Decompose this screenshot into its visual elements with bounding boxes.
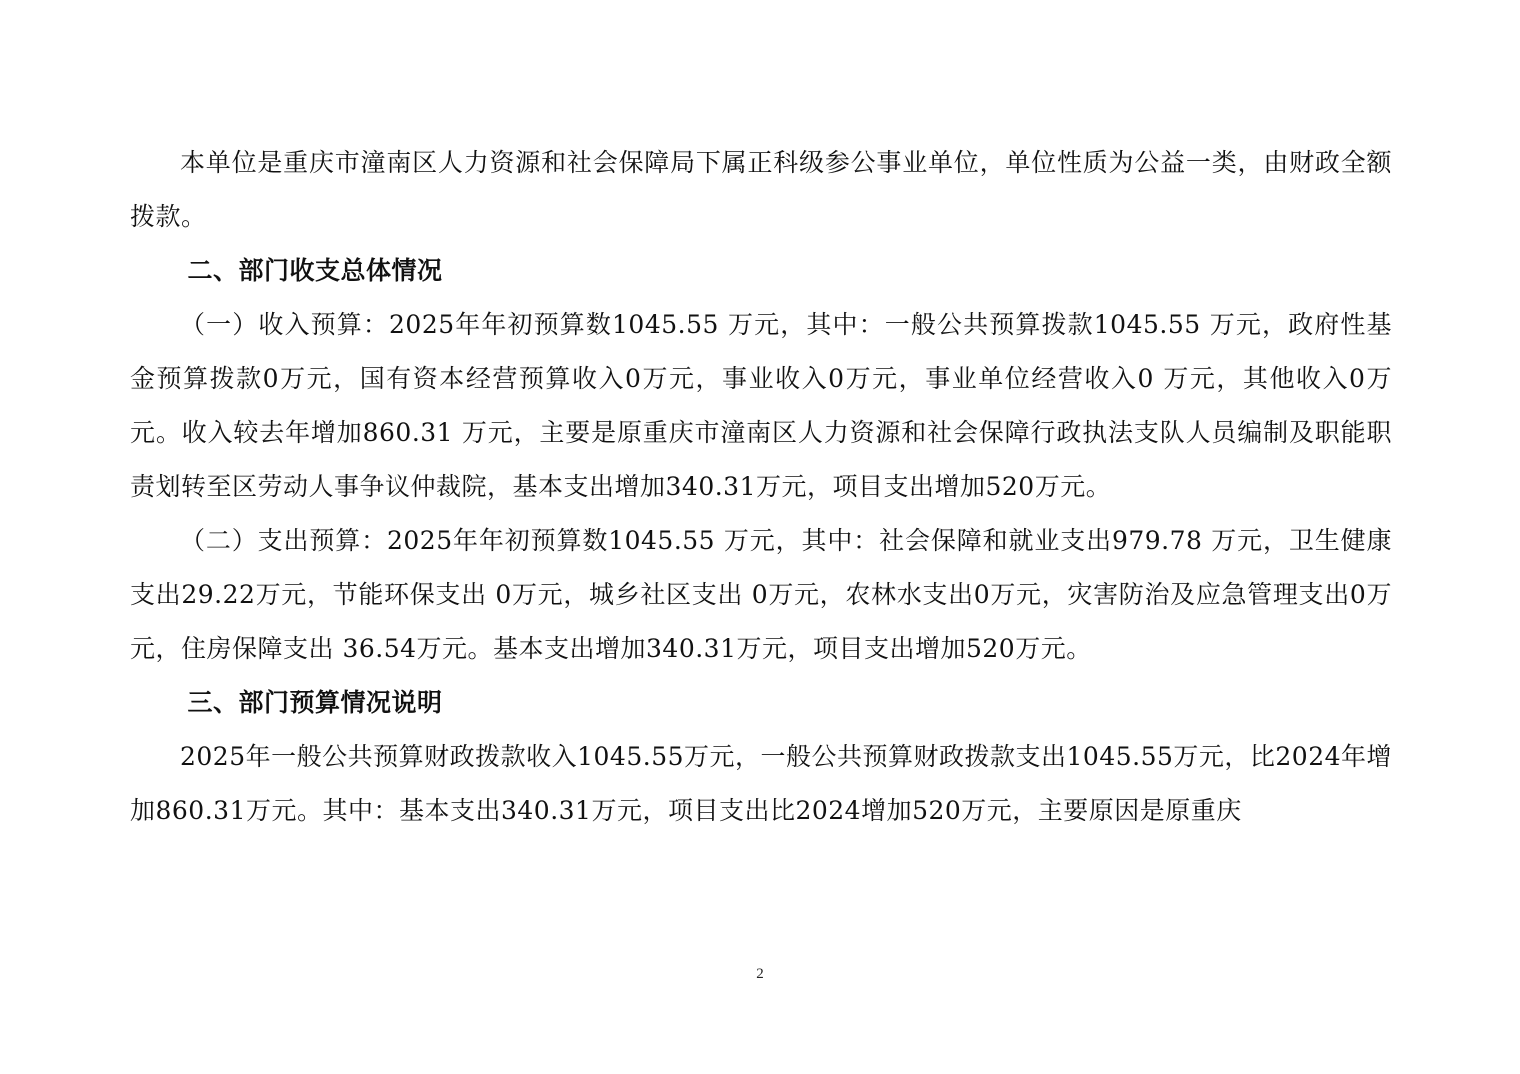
document-body (130, 136, 1392, 838)
paragraph-expenditure-budget: （二）支出预算：2025年年初预算数1045.55 万元，其中：社会保障和就业支出979.78 万元，卫生健康支出29.22万元，节能环保支出 0万元，城乡社区支出 0万元，农林水支出0万元，灾害防治及应急管理支出0万元，住房保障支出 36.54万元。基本支出增加340.31万元，项目支出增加520万元。 (130, 526, 1392, 663)
paragraph-unit-description: 本单位是重庆市潼南区人力资源和社会保障局下属正科级参公事业单位，单位性质为公益一类，由财政全额拨款。 (130, 148, 1392, 231)
paragraph-budget-explanation: 2025年一般公共预算财政拨款收入1045.55万元，一般公共预算财政拨款支出1045.55万元，比2024年增加860.31万元。其中：基本支出340.31万元，项目支出比2024增加520万元，主要原因是原重庆 (130, 742, 1393, 825)
paragraph-income-budget: （一）收入预算：2025年年初预算数1045.55 万元，其中：一般公共预算拨款1045.55 万元，政府性基金预算拨款0万元，国有资本经营预算收入0万元，事业收入0万元，事业单位经营收入0 万元，其他收入0万元。收入较去年增加860.31 万元，主要是原重庆市潼南区人力资源和社会保障行政执法支队人员编制及职能职责划转至区劳动人事争议仲裁院，基本支出增加340.31万元，项目支出增加520万元。 (130, 310, 1392, 501)
page-number: 2 (756, 966, 764, 982)
section-heading-overall-income-expenditure: 二、部门收支总体情况 (187, 256, 443, 285)
section-heading-budget-explanation: 三、部门预算情况说明 (187, 688, 443, 717)
